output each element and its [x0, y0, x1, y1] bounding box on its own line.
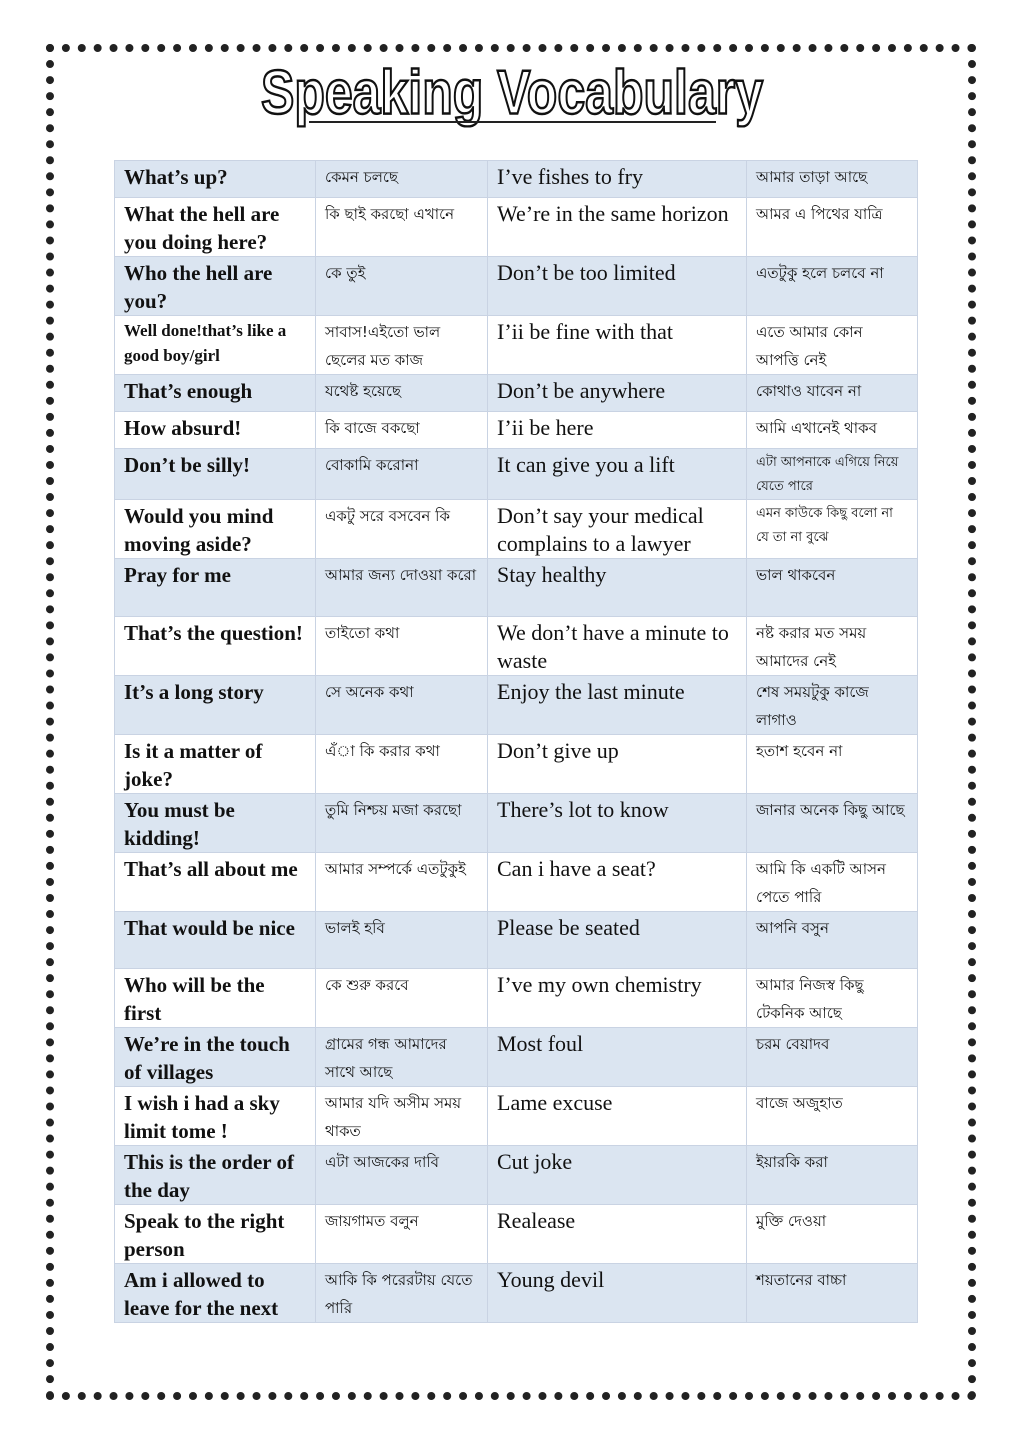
table-row — [115, 1087, 918, 1146]
meaning-cell: বোকামি করোনা — [316, 449, 488, 500]
meaning-cell-2: ইয়ারকি করা — [747, 1146, 918, 1205]
meaning-cell-2: চরম বেয়াদব — [747, 1028, 918, 1087]
table-row — [115, 969, 918, 1028]
table-row — [115, 676, 918, 735]
phrase-cell-2: It can give you a lift — [488, 449, 747, 500]
phrase-cell: Who will be the first — [115, 969, 316, 1028]
meaning-cell-2: শয়তানের বাচ্চা — [747, 1264, 918, 1323]
phrase-cell-2: Realease — [488, 1205, 747, 1264]
meaning-cell-2: শেষ সময়টুকু কাজে লাগাও — [747, 676, 918, 735]
phrase-cell: Pray for me — [115, 559, 316, 617]
table-row — [115, 316, 918, 375]
phrase-cell: That would be nice — [115, 912, 316, 969]
table-row — [115, 735, 918, 794]
phrase-cell-2: Don’t give up — [488, 735, 747, 794]
phrase-cell: Who the hell are you? — [115, 257, 316, 316]
phrase-cell: We’re in the touch of villages — [115, 1028, 316, 1087]
table-row — [115, 500, 918, 559]
meaning-cell: সাবাস!এইতো ভাল ছেলের মত কাজ — [316, 316, 488, 375]
meaning-cell-2: আমর এ পিথের যাত্রি — [747, 198, 918, 257]
phrase-cell-2: Cut joke — [488, 1146, 747, 1205]
phrase-cell-2: Don’t be too limited — [488, 257, 747, 316]
table-row — [115, 375, 918, 412]
meaning-cell: তাইতো কথা — [316, 617, 488, 676]
phrase-cell: Speak to the right person — [115, 1205, 316, 1264]
table-row — [115, 559, 918, 617]
table-row — [115, 161, 918, 198]
meaning-cell: আমার সম্পর্কে এতটুকুই — [316, 853, 488, 912]
phrase-cell-2: Stay healthy — [488, 559, 747, 617]
table-row — [115, 1264, 918, 1323]
meaning-cell: সে অনেক কথা — [316, 676, 488, 735]
phrase-cell: Well done!that’s like a good boy/girl — [115, 316, 316, 375]
meaning-cell-2: মুক্তি দেওয়া — [747, 1205, 918, 1264]
table-row — [115, 198, 918, 257]
phrase-cell-2: Young devil — [488, 1264, 747, 1323]
phrase-cell-2: Most foul — [488, 1028, 747, 1087]
phrase-cell-2: Lame excuse — [488, 1087, 747, 1146]
meaning-cell-2: এমন কাউকে কিছু বলো না যে তা না বুঝে — [747, 500, 918, 559]
vocabulary-table — [114, 160, 918, 1323]
meaning-cell: কি ছাই করছো এখানে — [316, 198, 488, 257]
phrase-cell-2: I’ve my own chemistry — [488, 969, 747, 1028]
phrase-cell: I wish i had a sky limit tome ! — [115, 1087, 316, 1146]
meaning-cell-2: আপনি বসুন — [747, 912, 918, 969]
meaning-cell: যথেষ্ট হয়েছে — [316, 375, 488, 412]
table-row — [115, 449, 918, 500]
phrase-cell: Am i allowed to leave for the next — [115, 1264, 316, 1323]
meaning-cell-2: নষ্ট করার মত সময় আমাদের নেই — [747, 617, 918, 676]
phrase-cell-2: I’ii be fine with that — [488, 316, 747, 375]
table-row — [115, 1205, 918, 1264]
meaning-cell: গ্রামের গন্ধ আমাদের সাথে আছে — [316, 1028, 488, 1087]
meaning-cell: আকি কি পরেরটায় যেতে পারি — [316, 1264, 488, 1323]
phrase-cell: That’s all about me — [115, 853, 316, 912]
meaning-cell-2: কোথাও যাবেন না — [747, 375, 918, 412]
table-row — [115, 853, 918, 912]
table-row — [115, 412, 918, 449]
meaning-cell-2: আমার নিজস্ব কিছু টেকনিক আছে — [747, 969, 918, 1028]
phrase-cell: It’s a long story — [115, 676, 316, 735]
meaning-cell: কে তুই — [316, 257, 488, 316]
meaning-cell-2: আমি এখানেই থাকব — [747, 412, 918, 449]
page-title: Speaking Vocabulary — [260, 57, 764, 128]
meaning-cell-2: হতাশ হবেন না — [747, 735, 918, 794]
meaning-cell: কেমন চলছে — [316, 161, 488, 198]
phrase-cell: Is it a matter of joke? — [115, 735, 316, 794]
phrase-cell: That’s the question! — [115, 617, 316, 676]
meaning-cell: জায়গামত বলুন — [316, 1205, 488, 1264]
table-row — [115, 912, 918, 969]
phrase-cell-2: I’ii be here — [488, 412, 747, 449]
table-row — [115, 257, 918, 316]
phrase-cell: What the hell are you doing here? — [115, 198, 316, 257]
phrase-cell-2: Can i have a seat? — [488, 853, 747, 912]
meaning-cell-2: এতে আমার কোন আপত্তি নেই — [747, 316, 918, 375]
meaning-cell: ভালই হবি — [316, 912, 488, 969]
phrase-cell-2: Don’t say your medical complains to a lawyer — [488, 500, 747, 559]
table-row — [115, 1028, 918, 1087]
meaning-cell: আমার জন্য দোওয়া করো — [316, 559, 488, 617]
meaning-cell-2: বাজে অজুহাত — [747, 1087, 918, 1146]
meaning-cell: কি বাজে বকছো — [316, 412, 488, 449]
phrase-cell: You must be kidding! — [115, 794, 316, 853]
phrase-cell: That’s enough — [115, 375, 316, 412]
table-row — [115, 617, 918, 676]
meaning-cell: তুমি নিশ্চয় মজা করছো — [316, 794, 488, 853]
title-underline — [309, 121, 716, 123]
meaning-cell: আমার যদি অসীম সময় থাকত — [316, 1087, 488, 1146]
table-row — [115, 794, 918, 853]
phrase-cell-2: We’re in the same horizon — [488, 198, 747, 257]
phrase-cell: How absurd! — [115, 412, 316, 449]
phrase-cell-2: I’ve fishes to fry — [488, 161, 747, 198]
meaning-cell: এটা আজকের দাবি — [316, 1146, 488, 1205]
phrase-cell-2: There’s lot to know — [488, 794, 747, 853]
phrase-cell-2: Enjoy the last minute — [488, 676, 747, 735]
meaning-cell-2: ভাল থাকবেন — [747, 559, 918, 617]
meaning-cell: কে শুরু করবে — [316, 969, 488, 1028]
meaning-cell-2: আমি কি একটি আসন পেতে পারি — [747, 853, 918, 912]
meaning-cell-2: জানার অনেক কিছু আছে — [747, 794, 918, 853]
meaning-cell-2: এটা আপনাকে এগিয়ে নিয়ে যেতে পারে — [747, 449, 918, 500]
meaning-cell: একটু সরে বসবেন কি — [316, 500, 488, 559]
phrase-cell: Don’t be silly! — [115, 449, 316, 500]
phrase-cell: This is the order of the day — [115, 1146, 316, 1205]
meaning-cell: এঁা কি করার কথা — [316, 735, 488, 794]
phrase-cell-2: We don’t have a minute to waste — [488, 617, 747, 676]
meaning-cell-2: এতটুকু হলে চলবে না — [747, 257, 918, 316]
meaning-cell-2: আমার তাড়া আছে — [747, 161, 918, 198]
phrase-cell: Would you mind moving aside? — [115, 500, 316, 559]
phrase-cell-2: Don’t be anywhere — [488, 375, 747, 412]
phrase-cell-2: Please be seated — [488, 912, 747, 969]
phrase-cell: What’s up? — [115, 161, 316, 198]
table-row — [115, 1146, 918, 1205]
